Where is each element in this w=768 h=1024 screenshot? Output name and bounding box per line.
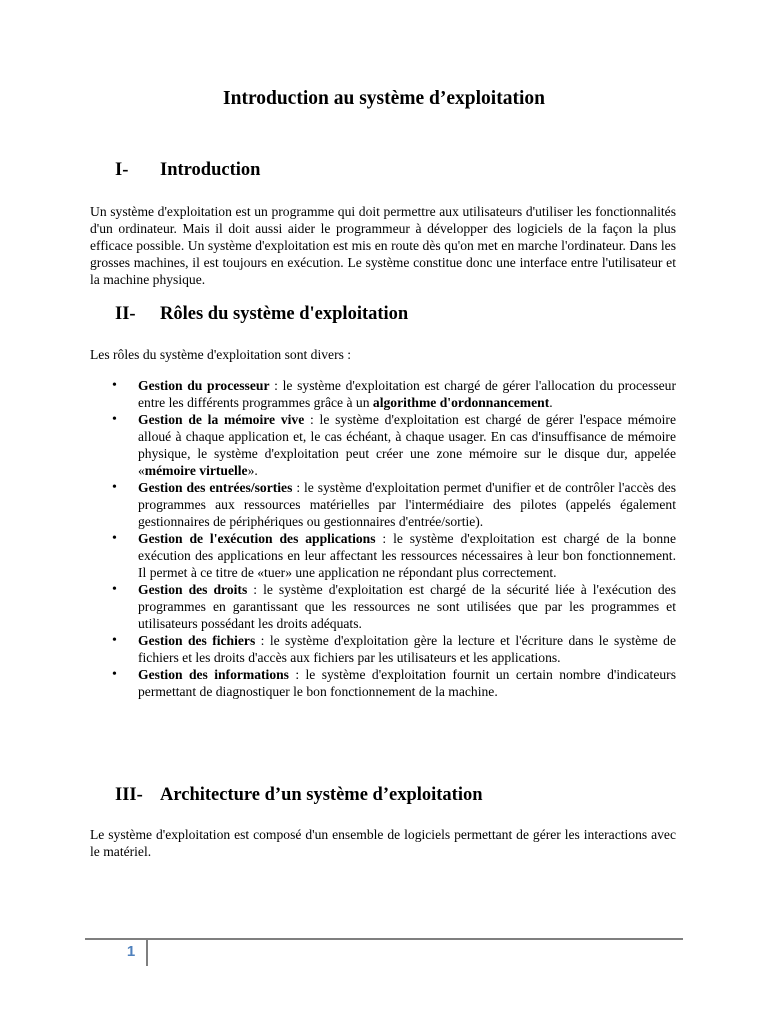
- section-heading-architecture: [115, 783, 483, 807]
- footer-divider: [85, 938, 683, 940]
- page-number: 1: [126, 943, 136, 960]
- section-title: Architecture d’un système d’exploitation: [160, 785, 483, 805]
- list-item: [90, 632, 676, 666]
- role-emphasis: algorithme d'ordonnancement: [372, 395, 550, 410]
- role-description: : le système d'exploitation fournit un certain nombre d'indicateurs permettant de diagnostiquer le bon fonctionnement de la machine.: [138, 667, 676, 699]
- section-number: III-: [115, 785, 143, 805]
- intro-paragraph: Un système d'exploitation est un programme qui doit permettre aux utilisateurs d'utiliser les fonctionnalités d'un ordinateur. Mais il doit aussi aider le programmeur à développer des logiciels de la façon la plus efficace possible. Un système d'exploitation est mis en route dès qu'on met en marche l'ordinateur. Dans les grosses machines, il est toujours en exécution. Le système constitue donc une interface entre l'utilisateur et la machine physique.: [90, 204, 676, 287]
- architecture-paragraph: Le système d'exploitation est composé d'un ensemble de logiciels permettant de gérer les interactions avec le matériel.: [90, 827, 676, 859]
- list-item: [90, 479, 676, 530]
- role-name: Gestion des droits: [138, 582, 248, 597]
- section-number: II-: [115, 304, 136, 324]
- roles-list: [90, 377, 676, 700]
- role-name: Gestion des entrées/sorties: [138, 480, 293, 495]
- role-description: : le système d'exploitation est chargé de la sécurité liée à l'exécution des programmes en garantissant que les ressources ne sont utilisées que par les programmes et utilisateurs possédant les droits adéquats.: [138, 582, 676, 631]
- document-title: Introduction au système d’exploitation: [223, 88, 545, 109]
- role-emphasis: mémoire virtuelle: [144, 463, 248, 478]
- role-suffix: .: [549, 395, 553, 410]
- list-item: [90, 666, 676, 700]
- list-item: [90, 581, 676, 632]
- list-item: [90, 411, 676, 479]
- role-name: Gestion des informations: [138, 667, 289, 682]
- section-heading-introduction: [115, 158, 260, 182]
- footer-separator: [146, 940, 148, 966]
- section-heading-roles: [115, 302, 408, 326]
- list-item: [90, 530, 676, 581]
- list-item: [90, 377, 676, 411]
- role-description: : le système d'exploitation est chargé de la bonne exécution des applications en leur affectant les ressources nécessaires à leur bon fonctionnement. Il permet à ce titre de «tuer» une application ne répondant plus correctement.: [138, 531, 676, 580]
- section-number: I-: [115, 160, 129, 180]
- role-description: : le système d'exploitation est chargé de gérer l'allocation du processeur entre les différents programmes grâce à un: [138, 378, 676, 410]
- section-title: Rôles du système d'exploitation: [160, 304, 409, 324]
- role-suffix: ».: [247, 463, 258, 478]
- role-name: Gestion de l'exécution des applications: [138, 531, 376, 546]
- role-name: Gestion du processeur: [138, 378, 270, 393]
- role-name: Gestion de la mémoire vive: [138, 412, 305, 427]
- role-description: : le système d'exploitation gère la lecture et l'écriture dans le système de fichiers et les droits d'accès aux fichiers par les utilisateurs et les applications.: [138, 633, 676, 665]
- section-title: Introduction: [160, 160, 261, 180]
- role-description: : le système d'exploitation est chargé de gérer l'espace mémoire alloué à chaque application et, le cas échéant, à chaque usager. En cas d'insuffisance de mémoire physique, le système d'exploitation peut créer une zone mémoire sur le disque dur, appelée «: [138, 412, 676, 478]
- role-description: : le système d'exploitation permet d'unifier et de contrôler l'accès des programmes aux ressources matérielles par l'intermédiaire des pilotes (appelés également gestionnaires de périphériques ou gestionnaires d'entrée/sortie).: [138, 480, 676, 529]
- role-name: Gestion des fichiers: [138, 633, 256, 648]
- roles-intro: Les rôles du système d'exploitation sont divers :: [90, 347, 352, 362]
